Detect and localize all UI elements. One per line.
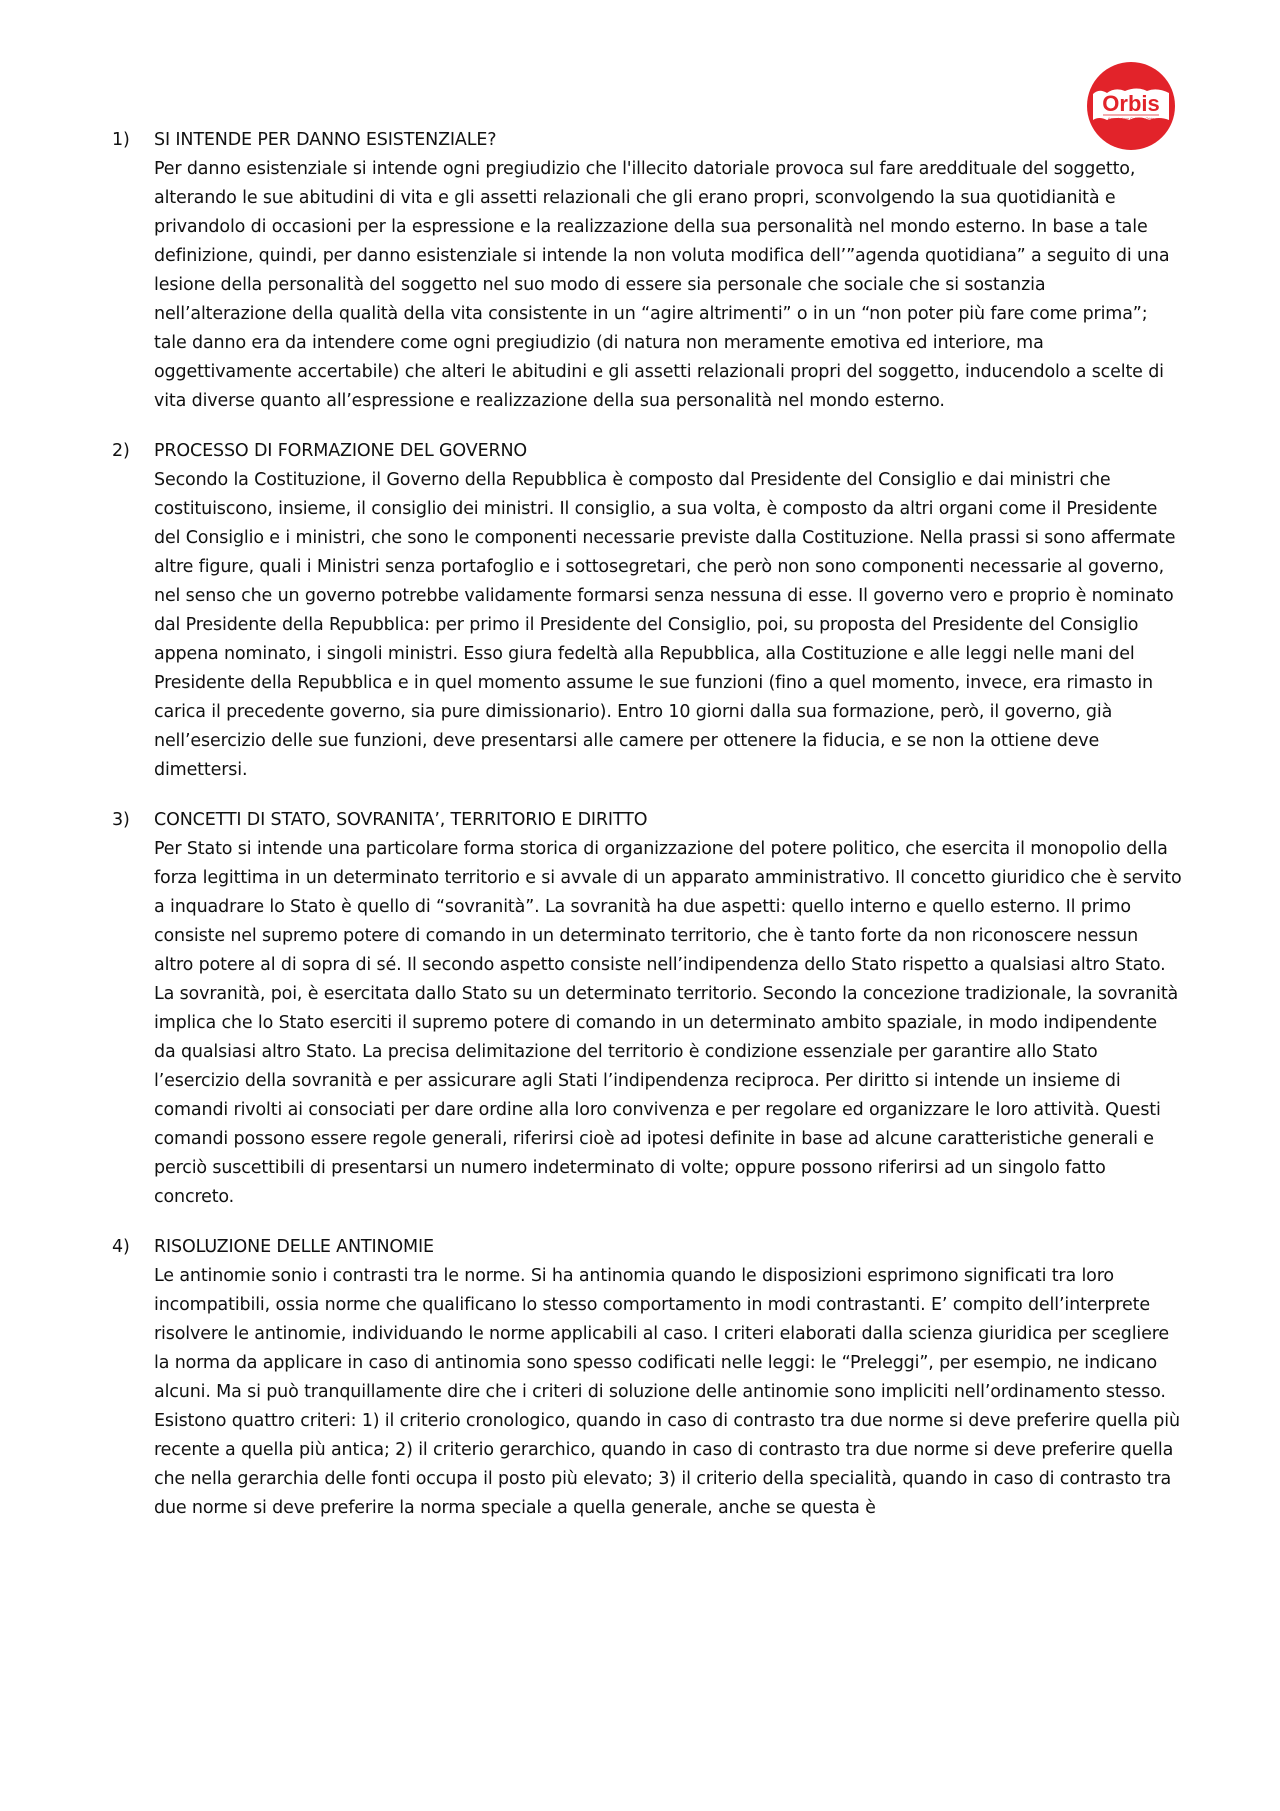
- section-number: 1): [112, 130, 130, 150]
- section-heading: [112, 126, 1182, 155]
- section-paragraph: Secondo la Costituzione, il Governo della Repubblica è composto dal Presidente del Consiglio e dai ministri che costituiscono, insieme, il consiglio dei ministri. Il consiglio, a sua volta, è composto da altri organi come il Presidente del Consiglio e i ministri, che sono le componenti necessarie previste dalla Costituzione. Nella prassi si sono affermate altre figure, quali i Ministri senza portafoglio e i sottosegretari, che però non sono componenti necessarie al governo, nel senso che un governo potrebbe validamente formarsi senza nessuna di esse. Il governo vero e proprio è nominato dal Presidente della Repubblica: per primo il Presidente del Consiglio, poi, su proposta del Presidente del Consiglio appena nominato, i singoli ministri. Esso giura fedeltà alla Repubblica, alla Costituzione e alle leggi nelle mani del Presidente della Repubblica e in quel momento assume le sue funzioni (fino a quel momento, invece, era rimasto in carica il precedente governo, sia pure dimissionario). Entro 10 giorni dalla sua formazione, però, il governo, già nell’esercizio delle sue funzioni, deve presentarsi alle camere per ottenere la fiducia, e se non la ottiene deve dimettersi.: [154, 470, 1176, 780]
- section-number: 3): [112, 810, 130, 830]
- logo-text: Orbis: [1102, 91, 1160, 116]
- section-danno-esistenziale: [112, 126, 1182, 416]
- section-number: 2): [112, 441, 130, 461]
- section-antinomie: [112, 1233, 1182, 1523]
- logo-subtext: Associazione Culturale Orbis: [1107, 117, 1155, 121]
- section-heading: [112, 1233, 1182, 1262]
- document-body: [112, 126, 1182, 1544]
- section-stato-sovranita: [112, 806, 1182, 1212]
- section-title: CONCETTI DI STATO, SOVRANITA’, TERRITORIO E DIRITTO: [154, 810, 648, 830]
- section-number: 4): [112, 1237, 130, 1257]
- section-heading: [112, 437, 1182, 466]
- section-paragraph: Per danno esistenziale si intende ogni pregiudizio che l'illecito datoriale provoca sul fare areddituale del soggetto, alterando le sue abitudini di vita e gli assetti relazionali che gli erano propri, sconvolgendo la sua quotidianità e privandolo di occasioni per la espressione e la realizzazione della sua personalità nel mondo esterno. In base a tale definizione, quindi, per danno esistenziale si intende la non voluta modifica dell’”agenda quotidiana” a seguito di una lesione della personalità del soggetto nel suo modo di essere sia personale che sociale che si sostanzia nell’alterazione della qualità della vita consistente in un “agire altrimenti” o in un “non poter più fare come prima”; tale danno era da intendere come ogni pregiudizio (di natura non meramente emotiva ed interiore, ma oggettivamente accertabile) che alteri le abitudini e gli assetti relazionali propri del soggetto, inducendolo a scelte di vita diverse quanto all’espressione e realizzazione della sua personalità nel mondo esterno.: [154, 159, 1170, 411]
- section-title: PROCESSO DI FORMAZIONE DEL GOVERNO: [154, 441, 528, 461]
- section-title: RISOLUZIONE DELLE ANTINOMIE: [154, 1237, 434, 1257]
- section-title: SI INTENDE PER DANNO ESISTENZIALE?: [154, 130, 497, 150]
- section-formazione-governo: [112, 437, 1182, 785]
- section-paragraph: Le antinomie sonio i contrasti tra le norme. Si ha antinomia quando le disposizioni esprimono significati tra loro incompatibili, ossia norme che qualificano lo stesso comportamento in modi contrastanti. E’ compito dell’interprete risolvere le antinomie, individuando le norme applicabili al caso. I criteri elaborati dalla scienza giuridica per scegliere la norma da applicare in caso di antinomia sono spesso codificati nelle leggi: le “Preleggi”, per esempio, ne indicano alcuni. Ma si può tranquillamente dire che i criteri di soluzione delle antinomie sono impliciti nell’ordinamento stesso. Esistono quattro criteri: 1) il criterio cronologico, quando in caso di contrasto tra due norme si deve preferire quella più recente a quella più antica; 2) il criterio gerarchico, quando in caso di contrasto tra due norme si deve preferire quella che nella gerarchia delle fonti occupa il posto più elevato; 3) il criterio della specialità, quando in caso di contrasto tra due norme si deve preferire la norma speciale a quella generale, anche se questa è: [154, 1266, 1180, 1518]
- section-paragraph: Per Stato si intende una particolare forma storica di organizzazione del potere politico, che esercita il monopolio della forza legittima in un determinato territorio e si avvale di un apparato amministrativo. Il concetto giuridico che è servito a inquadrare lo Stato è quello di “sovranità”. La sovranità ha due aspetti: quello interno e quello esterno. Il primo consiste nel supremo potere di comando in un determinato territorio, che è tanto forte da non riconoscere nessun altro potere al di sopra di sé. Il secondo aspetto consiste nell’indipendenza dello Stato rispetto a qualsiasi altro Stato. La sovranità, poi, è esercitata dallo Stato su un determinato territorio. Secondo la concezione tradizionale, la sovranità implica che lo Stato eserciti il supremo potere di comando in un determinato ambito spaziale, in modo indipendente da qualsiasi altro Stato. La precisa delimitazione del territorio è condizione essenziale per garantire allo Stato l’esercizio della sovranità e per assicurare agli Stati l’indipendenza reciproca. Per diritto si intende un insieme di comandi rivolti ai consociati per dare ordine alla loro convivenza e per regolare ed organizzare le loro attività. Questi comandi possono essere regole generali, riferirsi cioè ad ipotesi definite in base ad alcune caratteristiche generali e perciò suscettibili di presentarsi un numero indeterminato di volte; oppure possono riferirsi ad un singolo fatto concreto.: [154, 839, 1182, 1207]
- section-heading: [112, 806, 1182, 835]
